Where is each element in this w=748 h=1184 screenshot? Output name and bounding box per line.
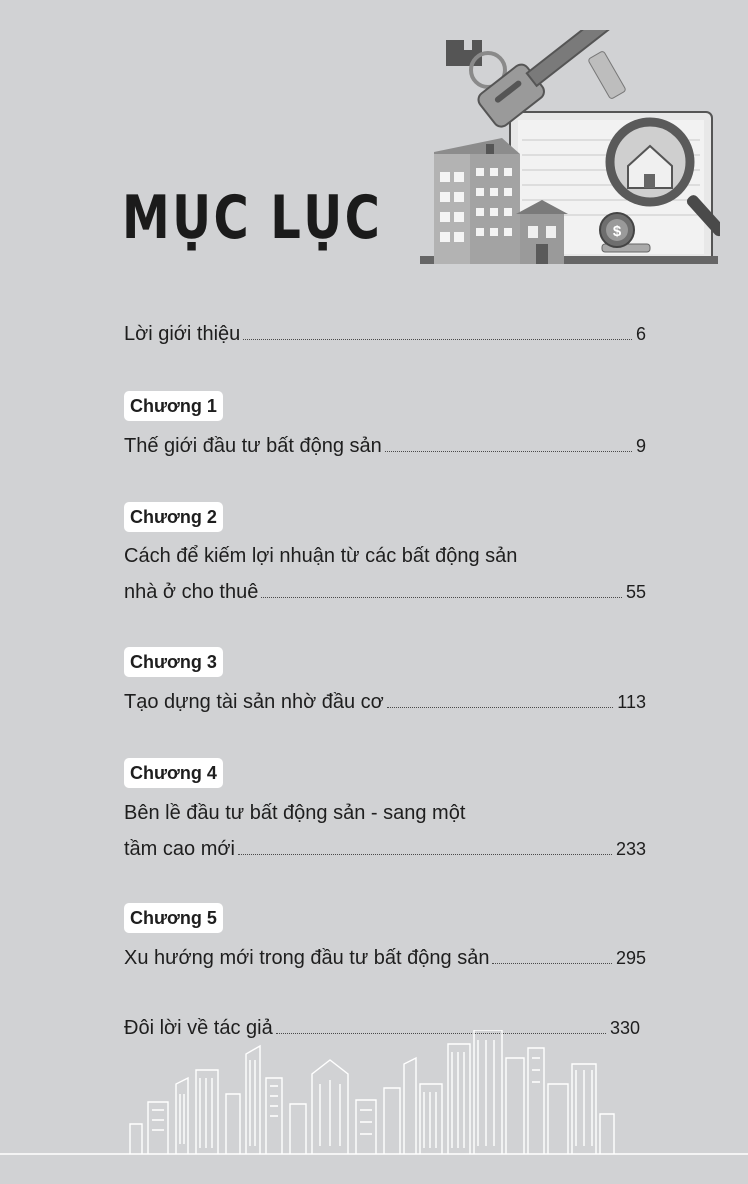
page-number: 295 (615, 948, 646, 968)
toc-entry-title: Lời giới thiệu (124, 323, 241, 345)
page-number: 113 (617, 692, 646, 712)
real-estate-illustration (410, 30, 720, 270)
dot-leader (243, 339, 632, 340)
toc-entry-intro[interactable] (124, 322, 646, 346)
toc-entry-title: Xu hướng mới trong đầu tư bất động sản (124, 947, 490, 969)
toc-entry-title: nhà ở cho thuê (124, 581, 259, 603)
dot-leader (385, 451, 632, 452)
toc-entry-chapter-4-line1[interactable]: Bên lề đầu tư bất động sản - sang một (124, 802, 466, 824)
page-title: MỤC LỤC (122, 183, 383, 253)
toc-entry-title: Đôi lời về tác giả (124, 1017, 273, 1039)
toc-entry-chapter-2[interactable] (124, 580, 646, 604)
toc-entry-chapter-3[interactable] (124, 690, 646, 714)
chapter-badge-4: Chương 4 (124, 758, 223, 788)
toc-entry-chapter-1[interactable] (124, 434, 646, 458)
svg-text:$: $ (612, 223, 622, 240)
toc-entry-title: Tạo dựng tài sản nhờ đầu cơ (124, 691, 384, 713)
chapter-badge-1: Chương 1 (124, 391, 223, 421)
dot-leader (238, 854, 612, 855)
page-number: 6 (635, 324, 646, 344)
dot-leader (492, 963, 612, 964)
toc-entry-title: tầm cao mới (124, 838, 235, 860)
toc-entry-chapter-5[interactable] (124, 946, 646, 970)
chapter-badge-3: Chương 3 (124, 647, 223, 677)
dot-leader (387, 707, 614, 708)
page-number: 233 (615, 839, 646, 859)
dot-leader (261, 597, 622, 598)
toc-entry-title: Thế giới đầu tư bất động sản (124, 435, 382, 457)
city-skyline (0, 1030, 748, 1184)
toc-entry-chapter-2-line1[interactable]: Cách để kiếm lợi nhuận từ các bất động sản (124, 545, 518, 567)
toc-entry-chapter-4[interactable] (124, 837, 646, 861)
page-number: 55 (625, 582, 646, 602)
page-number: 330 (609, 1018, 640, 1038)
chapter-badge-5: Chương 5 (124, 903, 223, 933)
chapter-badge-2: Chương 2 (124, 502, 223, 532)
page-number: 9 (635, 436, 646, 456)
